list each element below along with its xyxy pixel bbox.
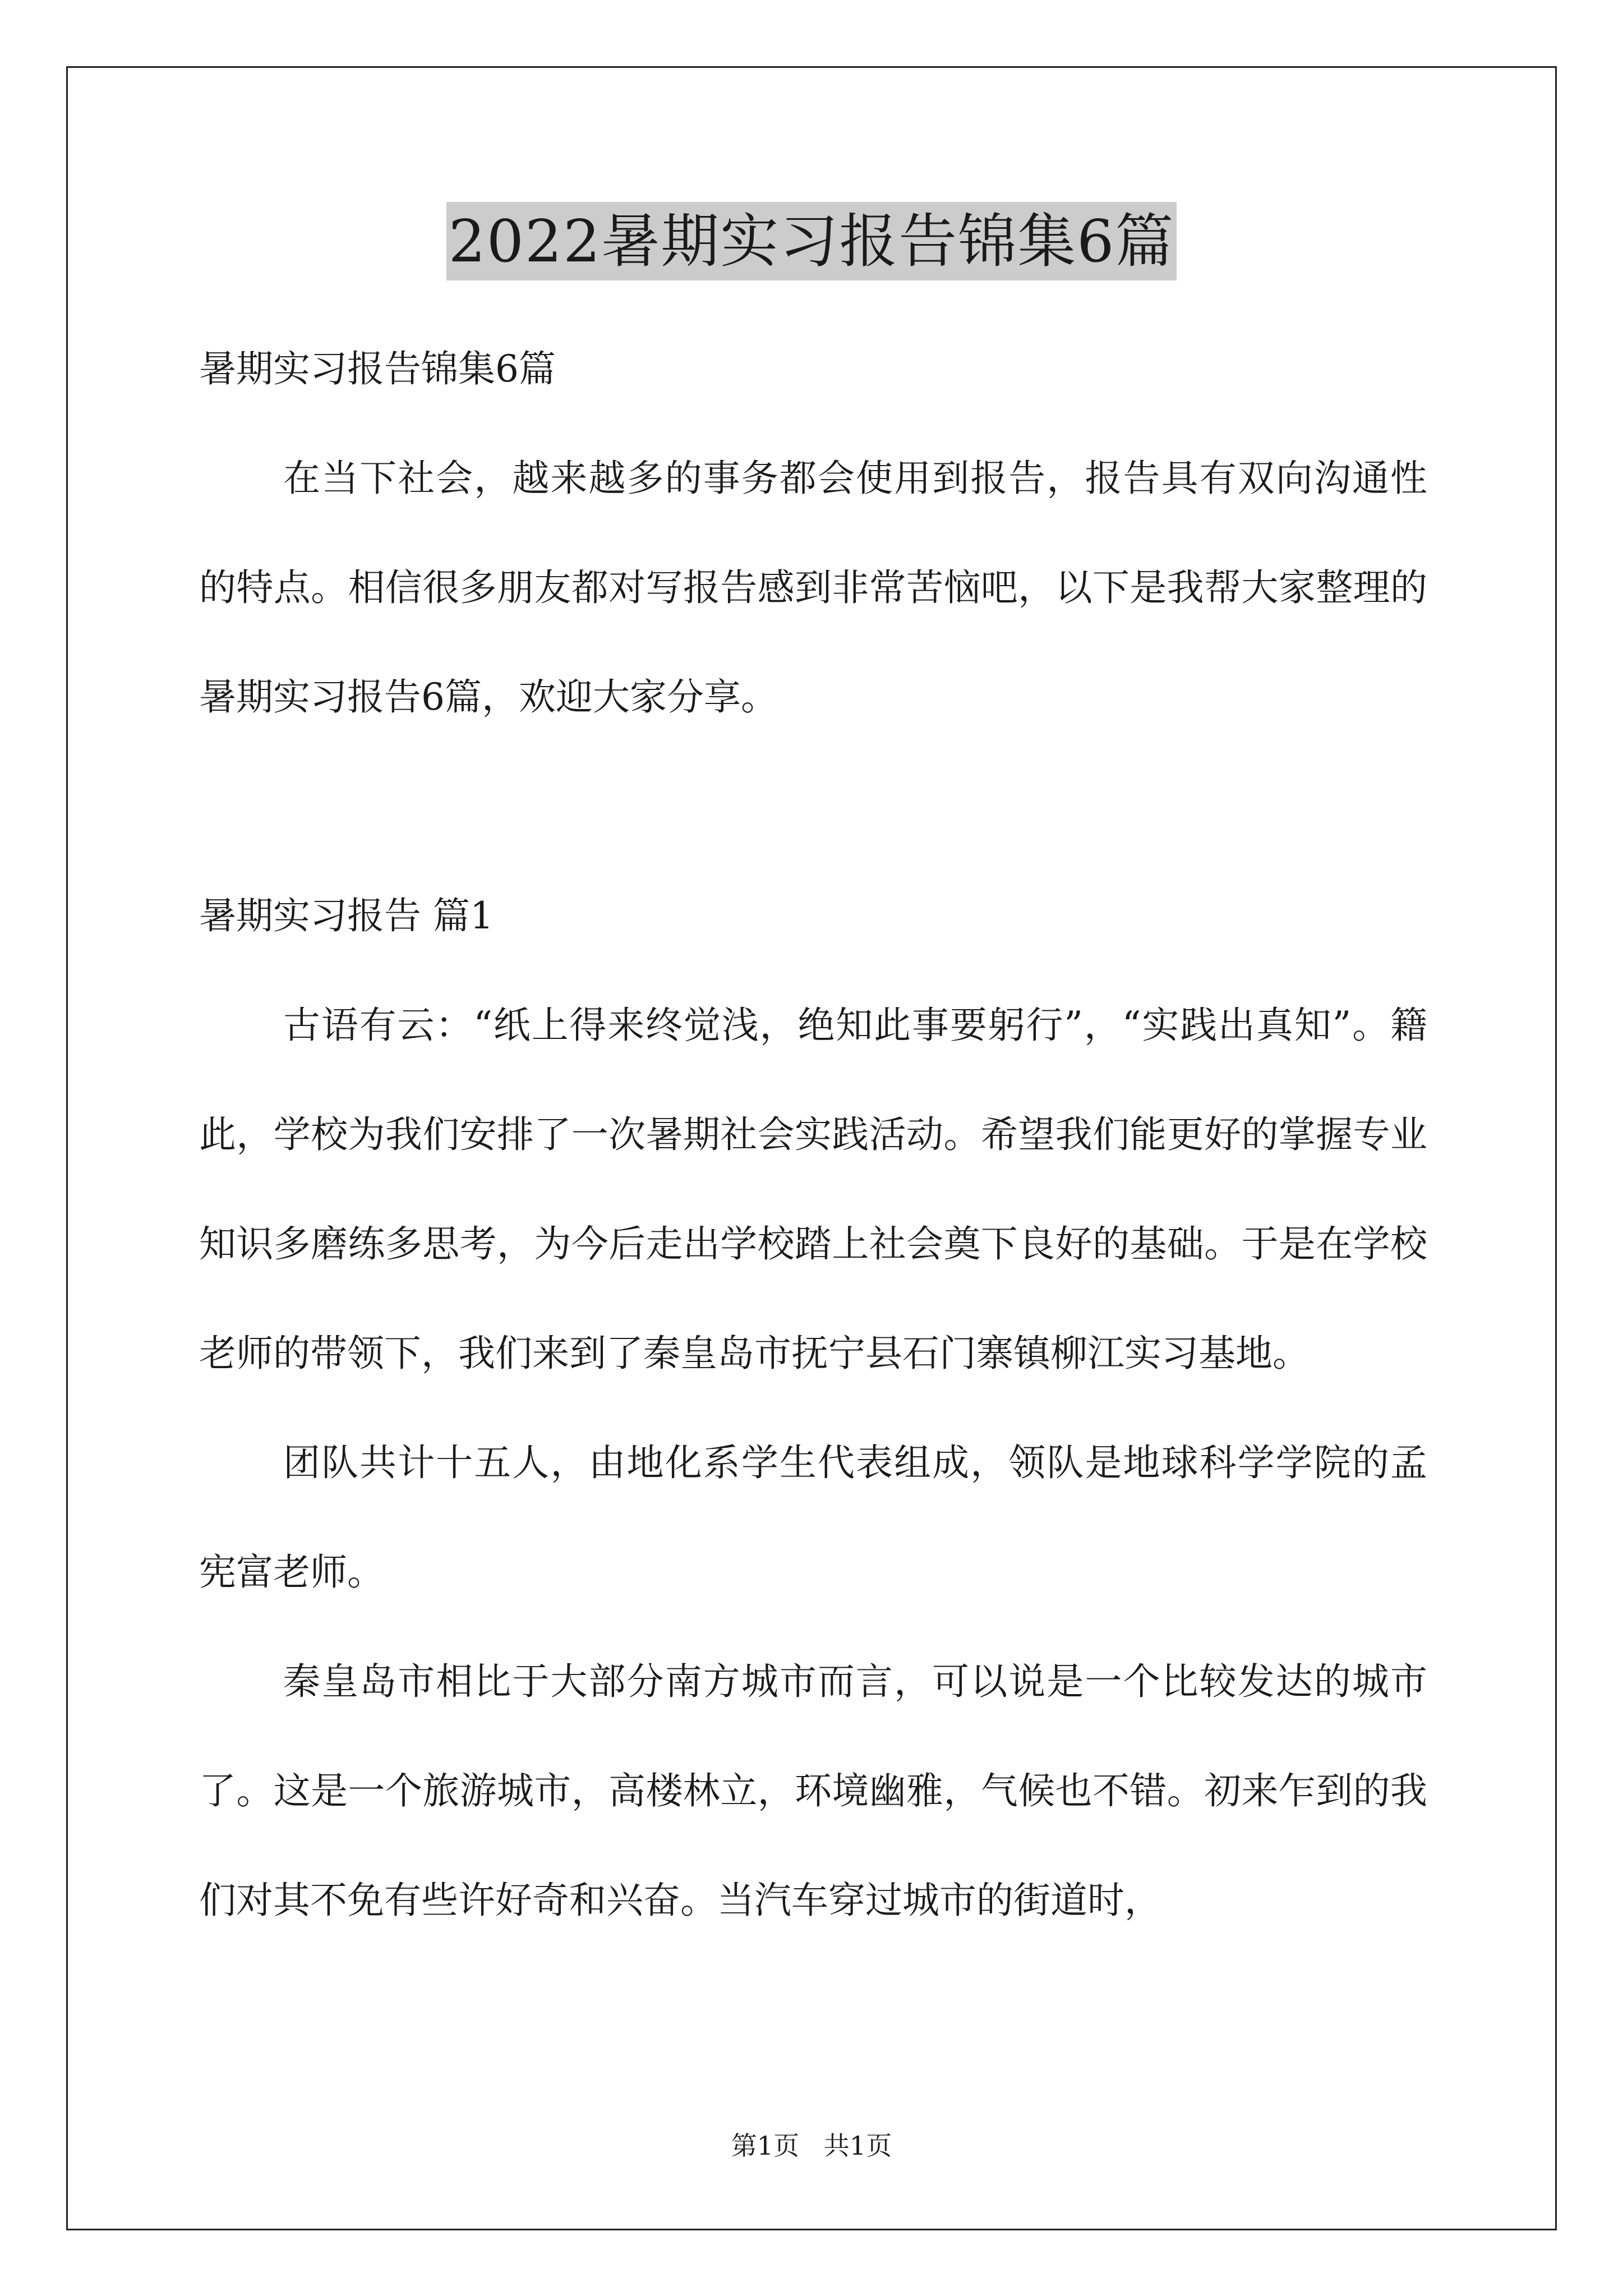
intro-paragraph: 在当下社会，越来越多的事务都会使用到报告，报告具有双向沟通性的特点。相信很多朋友都对写报告感到非常苦恼吧，以下是我帮大家整理的暑期实习报告6篇，欢迎大家分享。	[199, 457, 1427, 719]
page-footer: 第1页 共1页	[731, 2131, 892, 2161]
body-paragraph: 秦皇岛市相比于大部分南方城市而言，可以说是一个比较发达的城市了。这是一个旅游城市，高楼林立，环境幽雅，气候也不错。初来乍到的我们对其不免有些许好奇和兴奋。当汽车穿过城市的街道时，	[199, 1660, 1427, 1922]
document-body	[199, 314, 1427, 1955]
body-paragraph: 团队共计十五人，由地化系学生代表组成，领队是地球科学学院的孟宪富老师。	[199, 1441, 1427, 1594]
title-container	[0, 202, 1623, 280]
body-paragraph: 古语有云：“纸上得来终觉浅，绝知此事要躬行”，“实践出真知”。籍此，学校为我们安排了一次暑期社会实践活动。希望我们能更好的掌握专业知识多磨练多思考，为今后走出学校踏上社会奠下良好的基础。于是在学校老师的带领下，我们来到了秦皇岛市抚宁县石门寨镇柳江实习基地。	[199, 1004, 1427, 1375]
document-title: 2022暑期实习报告锦集6篇	[446, 202, 1177, 280]
section-heading: 暑期实习报告 篇1	[199, 894, 494, 937]
subtitle-line: 暑期实习报告锦集6篇	[199, 347, 556, 390]
